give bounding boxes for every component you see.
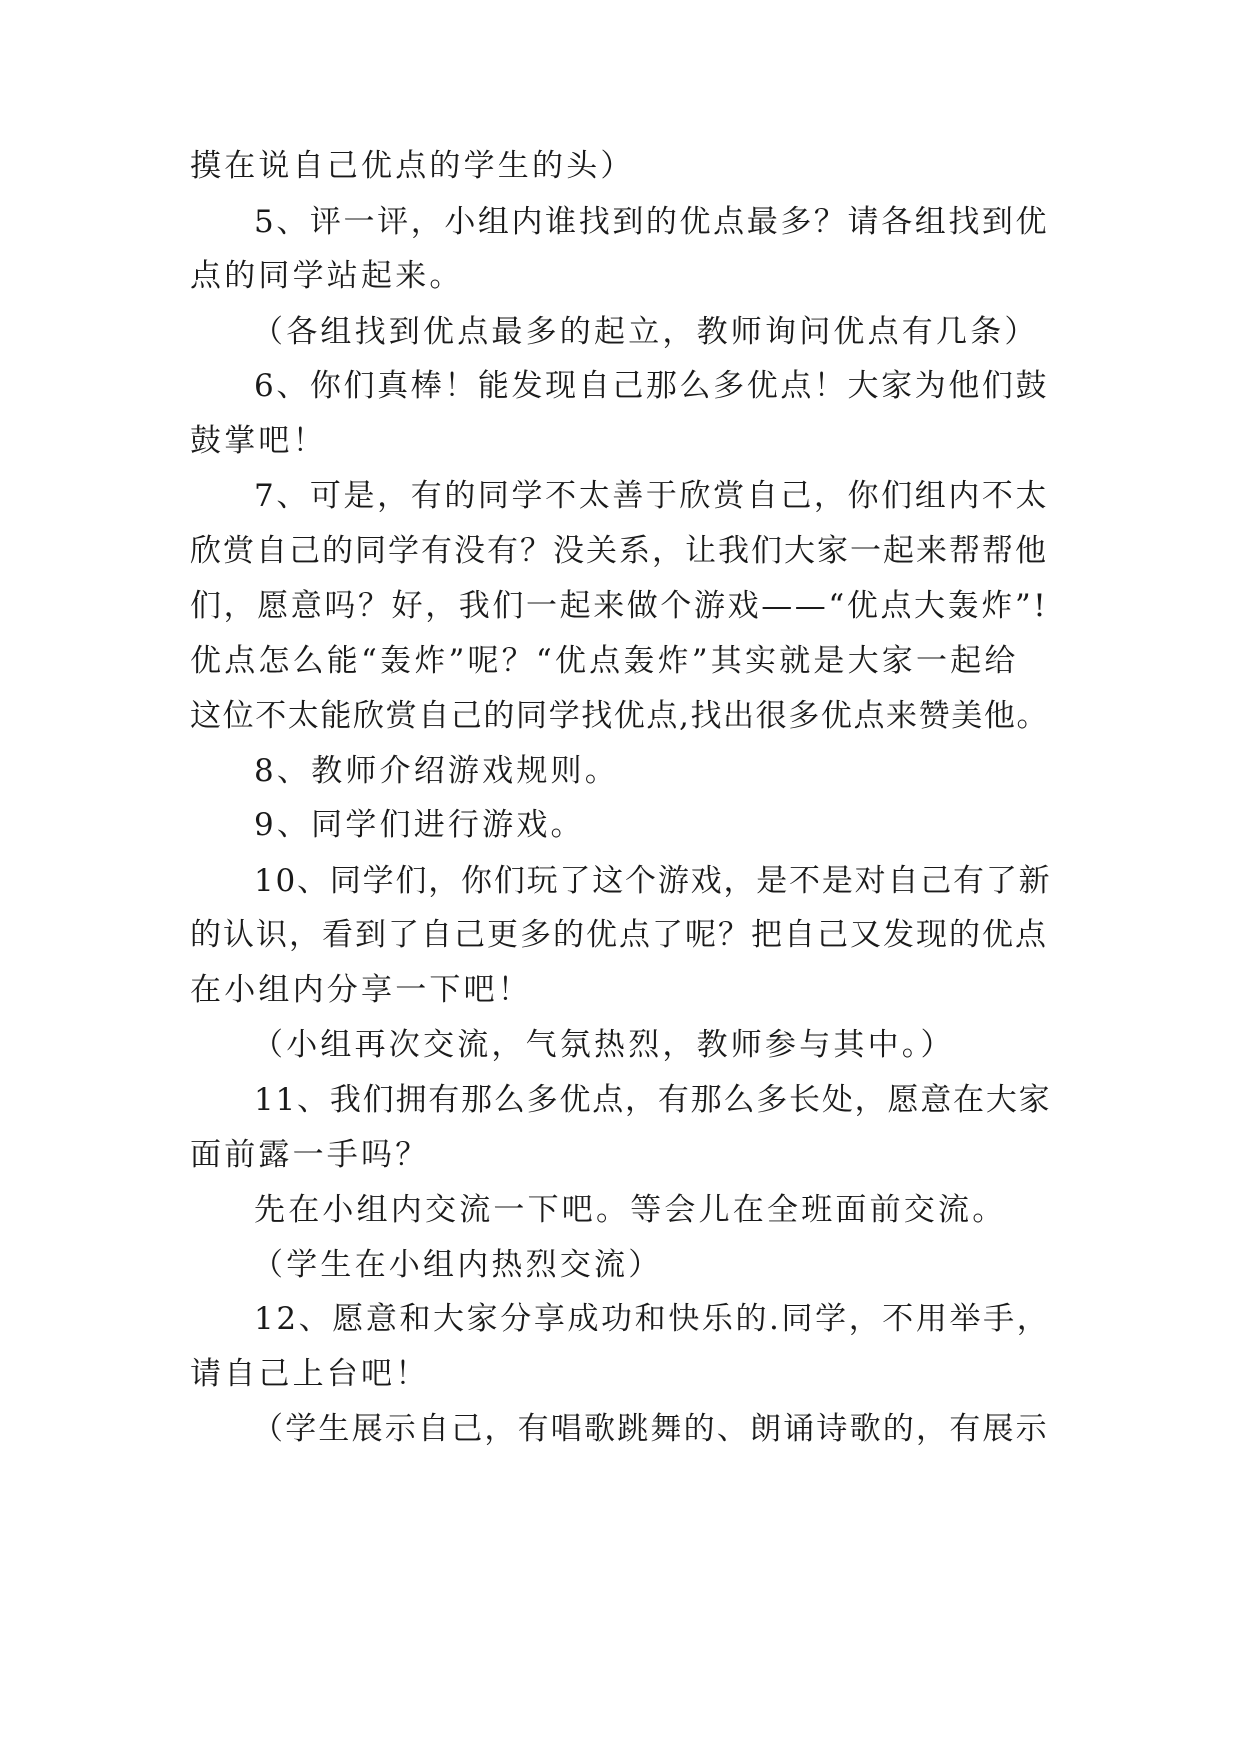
text-line: 点的同学站起来。 <box>190 258 464 294</box>
text-line: 8、教师介绍游戏规则。 <box>254 753 619 789</box>
text-line: 鼓掌吧！ <box>190 423 327 459</box>
text-line: （小组再次交流，气氛热烈，教师参与其中。） <box>252 1027 955 1063</box>
text-line: （学生在小组内热烈交流） <box>252 1247 663 1283</box>
text-line: 摸在说自己优点的学生的头） <box>190 148 635 184</box>
text-line: 在小组内分享一下吧！ <box>190 972 532 1008</box>
text-line: 5、评一评，小组内谁找到的优点最多？请各组找到优 <box>254 204 1050 240</box>
text-line: （学生展示自己，有唱歌跳舞的、朗诵诗歌的，有展示 <box>252 1411 1049 1447</box>
text-line: 的认识，看到了自己更多的优点了呢？把自己又发现的优点 <box>190 917 1048 953</box>
text-line: 优点怎么能“轰炸”呢？“优点轰炸”其实就是大家一起给 <box>190 643 1019 679</box>
text-line: 请自己上台吧！ <box>190 1356 430 1392</box>
text-line: 先在小组内交流一下吧。等会儿在全班面前交流。 <box>254 1192 1007 1228</box>
text-line: 9、同学们进行游戏。 <box>254 807 585 843</box>
text-line: 欣赏自己的同学有没有？没关系，让我们大家一起来帮帮他 <box>190 533 1048 569</box>
text-line: （各组找到优点最多的起立，教师询问优点有几条） <box>252 314 1039 350</box>
text-line: 面前露一手吗？ <box>190 1137 430 1173</box>
text-line: 7、可是，有的同学不太善于欣赏自己，你们组内不太 <box>254 478 1050 514</box>
text-line: 们，愿意吗？好，我们一起来做个游戏——“优点大轰炸”! <box>190 588 1049 624</box>
text-line: 12、愿意和大家分享成功和快乐的.同学，不用举手， <box>254 1301 1051 1337</box>
text-line: 11、我们拥有那么多优点，有那么多长处，愿意在大家 <box>254 1082 1052 1118</box>
text-line: 10、同学们，你们玩了这个游戏，是不是对自己有了新 <box>254 863 1052 899</box>
text-line: 这位不太能欣赏自己的同学找优点,找出很多优点来赞美他。 <box>190 698 1050 734</box>
text-line: 6、你们真棒！能发现自己那么多优点！大家为他们鼓 <box>254 368 1050 404</box>
